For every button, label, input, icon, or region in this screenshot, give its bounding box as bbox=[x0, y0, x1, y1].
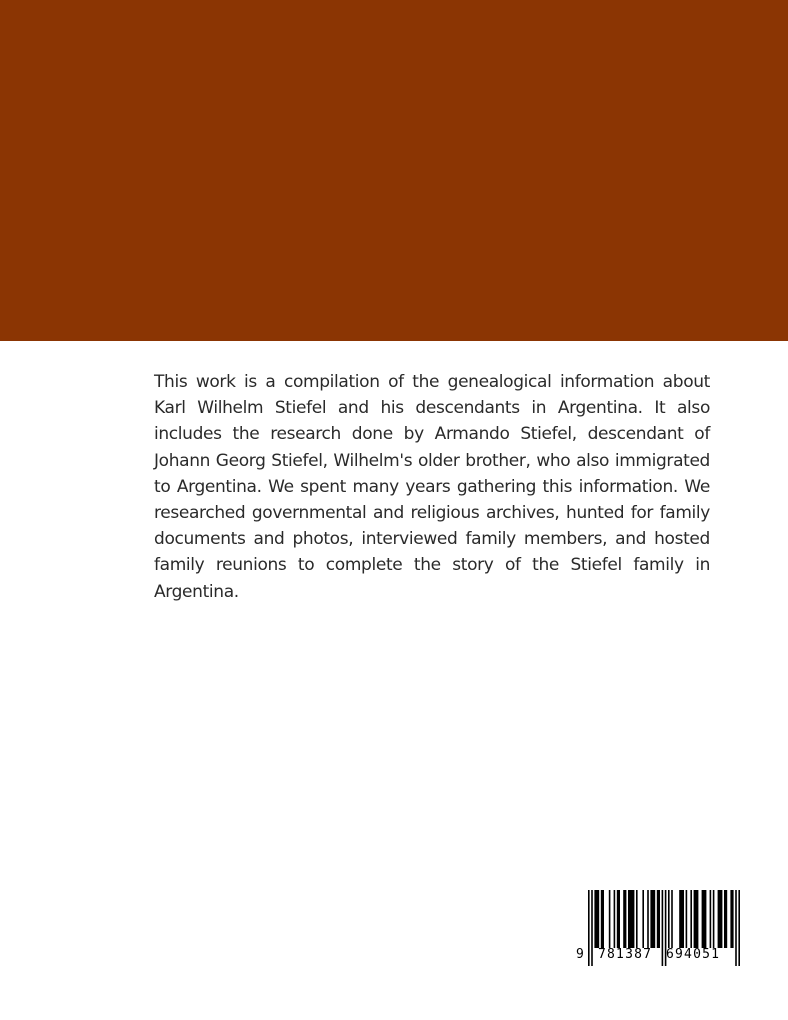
barcode-bar bbox=[718, 890, 723, 948]
barcode-bar bbox=[671, 890, 673, 948]
barcode-bar bbox=[657, 890, 660, 948]
cover-color-band bbox=[0, 0, 788, 341]
back-cover-description: This work is a compilation of the genealogical information about Karl Wilhelm Stiefel and his descendants in Argentina. It also includes the research done by Armando Stiefel, descendant of Johann Georg Stiefel, Wilhelm's older brother, who also immigrated to Argentina. We spent many years gathering this information. We researched governmental and religious archives, hunted for family documents and photos, interviewed family members, and hosted family reunions to complete the story of the Stiefel family in Argentina. bbox=[154, 372, 710, 602]
barcode-bar bbox=[710, 890, 712, 948]
barcode-bar bbox=[690, 890, 692, 948]
barcode-bar bbox=[668, 890, 670, 948]
barcode-bar bbox=[601, 890, 604, 948]
barcode-bar bbox=[735, 890, 737, 966]
barcode-bar bbox=[588, 890, 590, 966]
barcode-bar bbox=[591, 890, 593, 966]
barcode-digit-first: 9 bbox=[576, 947, 586, 962]
barcode-bar bbox=[609, 890, 611, 948]
barcode-bar bbox=[642, 890, 644, 948]
isbn-barcode bbox=[574, 880, 748, 972]
barcode-bar bbox=[594, 890, 599, 948]
barcode-bar bbox=[694, 890, 699, 948]
barcode-bar bbox=[662, 890, 664, 966]
barcode-bar bbox=[628, 890, 634, 948]
barcode-bar bbox=[686, 890, 688, 948]
barcode-bar bbox=[623, 890, 626, 948]
barcode-bar bbox=[650, 890, 655, 948]
barcode-bar bbox=[614, 890, 616, 948]
barcode-bar bbox=[724, 890, 727, 948]
barcode-bar bbox=[738, 890, 740, 966]
barcode-bar bbox=[702, 890, 707, 948]
barcode-bar bbox=[713, 890, 715, 948]
barcode-digits-left: 781387 bbox=[598, 947, 653, 962]
barcode-bar bbox=[647, 890, 649, 948]
barcode-bar bbox=[617, 890, 620, 948]
barcode-digits-right: 694051 bbox=[666, 947, 721, 962]
barcode-bar bbox=[730, 890, 733, 948]
barcode-bar bbox=[679, 890, 684, 948]
barcode-bar bbox=[636, 890, 638, 948]
